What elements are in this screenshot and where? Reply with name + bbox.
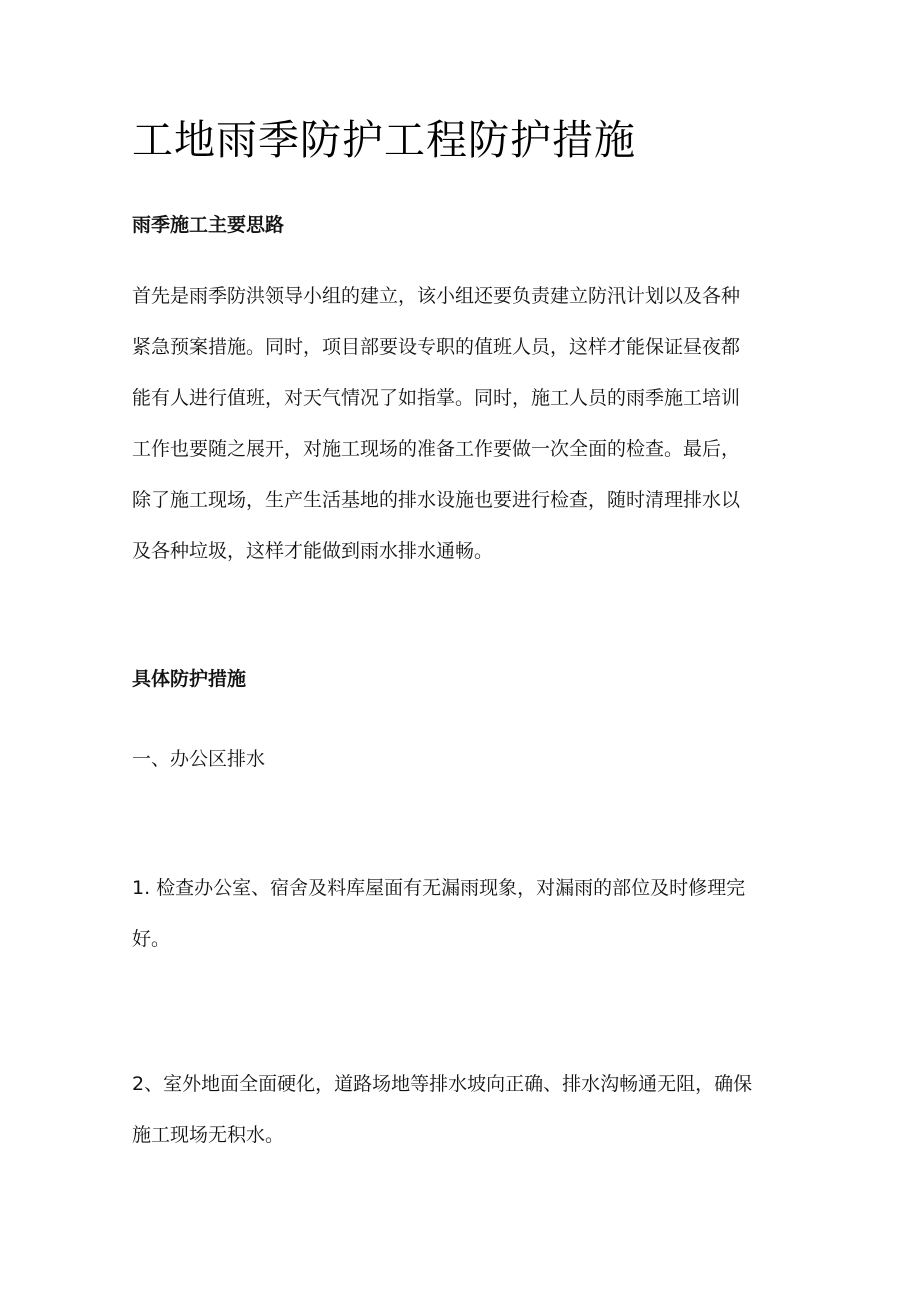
list-item-line: 施工现场无积水。 <box>132 1124 285 1146</box>
subheading-text: 一、办公区排水 <box>132 748 266 770</box>
section-heading-construction-approach: 雨季施工主要思路 <box>132 214 285 236</box>
list-item-line: 2、室外地面全面硬化，道路场地等排水坡向正确、排水沟畅通无阻，确保 <box>132 1073 753 1095</box>
document-title: 工地雨季防护工程防护措施 <box>132 116 636 164</box>
paragraph-line: 紧急预案措施。同时，项目部要设专职的值班人员，这样才能保证昼夜都 <box>132 336 741 358</box>
subheading-office-drainage <box>132 734 792 785</box>
list-item-line: 好。 <box>132 928 171 950</box>
paragraph-line: 及各种垃圾，这样才能做到雨水排水通畅。 <box>132 540 494 562</box>
list-item <box>132 1059 792 1161</box>
list-item <box>132 863 792 965</box>
paragraph-line: 除了施工现场，生产生活基地的排水设施也要进行检查，随时清理排水以 <box>132 489 741 511</box>
section-paragraph-construction-approach <box>132 271 792 577</box>
paragraph-line: 工作也要随之展开，对施工现场的准备工作要做一次全面的检查。最后， <box>132 438 741 460</box>
paragraph-line: 首先是雨季防洪领导小组的建立，该小组还要负责建立防汛计划以及各种 <box>132 285 741 307</box>
list-item-line: 1. 检查办公室、宿舍及料库屋面有无漏雨现象，对漏雨的部位及时修理完 <box>132 877 746 899</box>
section-heading-protection-measures: 具体防护措施 <box>132 668 247 690</box>
paragraph-line: 能有人进行值班，对天气情况了如指掌。同时，施工人员的雨季施工培训 <box>132 387 741 409</box>
